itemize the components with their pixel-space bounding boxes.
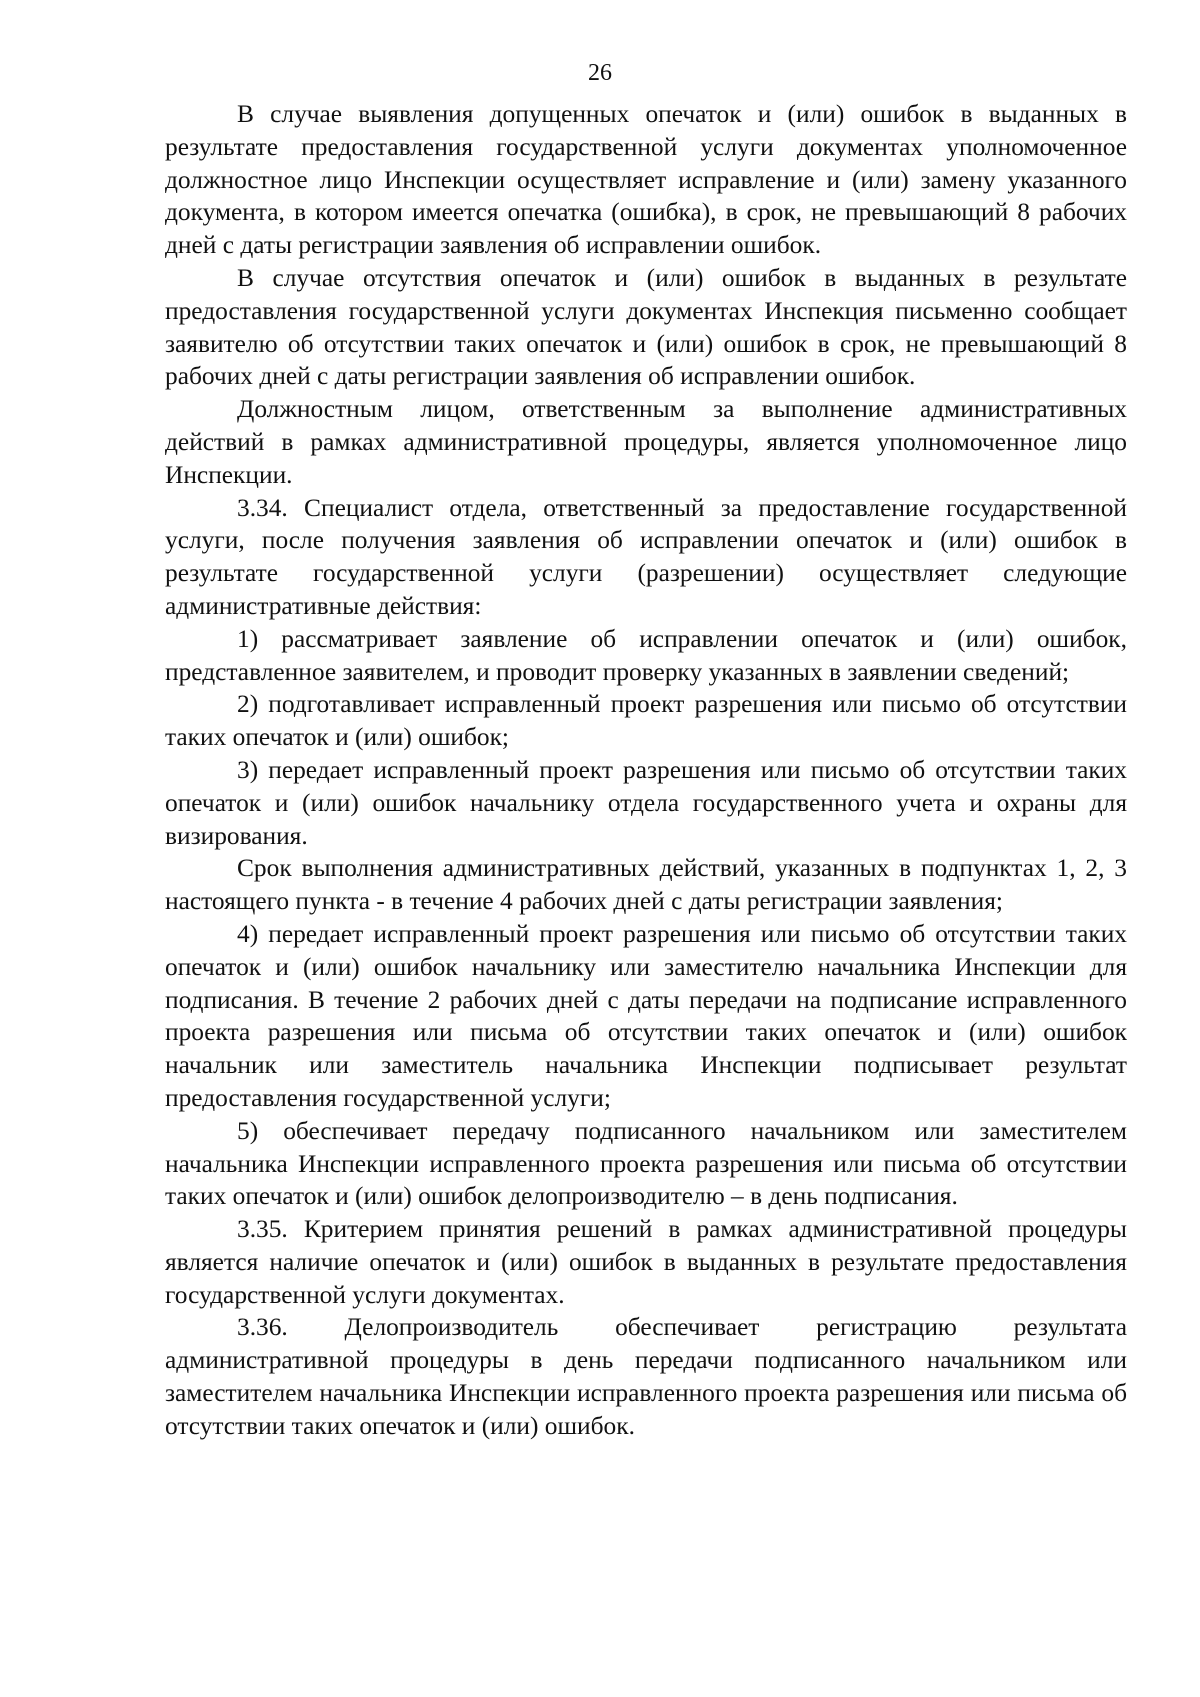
list-item-2: 2) подготавливает исправленный проект разрешения или письмо об отсутствии таких опечаток и (или) ошибок; xyxy=(165,690,1127,752)
paragraph-no-typos: В случае отсутствия опечаток и (или) ошибок в выданных в результате предоставления государственной услуги документах Инспекция письменно сообщает заявителю об отсутствии таких опечаток и (или) ошибок в срок, не превышающий 8 рабочих дней с даты регистрации заявления об исправлении ошибок. xyxy=(165,263,1127,391)
page-number: 26 xyxy=(588,60,612,86)
document-body xyxy=(165,98,1127,1443)
paragraph-responsible-official: Должностным лицом, ответственным за выполнение административных действий в рамках административной процедуры, является уполномоченное лицо Инспекции. xyxy=(165,395,1127,489)
paragraph-deadline: Срок выполнения административных действий, указанных в подпунктах 1, 2, 3 настоящего пункта - в течение 4 рабочих дней с даты регистрации заявления; xyxy=(165,854,1127,916)
paragraph-3-36: 3.36. Делопроизводитель обеспечивает регистрацию результата административной процедуры в день передачи подписанного начальником или заместителем начальника Инспекции исправленного проекта разрешения или письма об отсутствии таких опечаток и (или) ошибок. xyxy=(165,1313,1127,1440)
paragraph-3-35: 3.35. Критерием принятия решений в рамках административной процедуры является наличие опечаток и (или) ошибок в выданных в результате предоставления государственной услуги документах. xyxy=(165,1215,1127,1309)
list-item-3: 3) передает исправленный проект разрешения или письмо об отсутствии таких опечаток и (или) ошибок начальнику отдела государственного учета и охраны для визирования. xyxy=(165,755,1127,850)
paragraph-3-34: 3.34. Специалист отдела, ответственный за предоставление государственной услуги, после получения заявления об исправлении опечаток и (или) ошибок в результате государственной услуги (разрешении) осуществляет следующие административные действия: xyxy=(165,493,1127,620)
list-item-1: 1) рассматривает заявление об исправлении опечаток и (или) ошибок, представленное заявителем, и проводит проверку указанных в заявлении сведений; xyxy=(165,624,1127,686)
paragraph-typo-correction: В случае выявления допущенных опечаток и (или) ошибок в выданных в результате предоставления государственной услуги документах уполномоченное должностное лицо Инспекции осуществляет исправление и (или) замену указанного документа, в котором имеется опечатка (ошибка), в срок, не превышающий 8 рабочих дней с даты регистрации заявления об исправлении ошибок. xyxy=(165,100,1127,260)
list-item-4: 4) передает исправленный проект разрешения или письмо об отсутствии таких опечаток и (или) ошибок начальнику или заместителю начальника Инспекции для подписания. В течение 2 рабочих дней с даты передачи на подписание исправленного проекта разрешения или письма об отсутствии таких опечаток и (или) ошибок начальник или заместитель начальника Инспекции подписывает результат предоставления государственной услуги; xyxy=(165,919,1127,1112)
list-item-5: 5) обеспечивает передачу подписанного начальником или заместителем начальника Инспекции исправленного проекта разрешения или письма об отсутствии таких опечаток и (или) ошибок делопроизводителю – в день подписания. xyxy=(165,1116,1127,1211)
